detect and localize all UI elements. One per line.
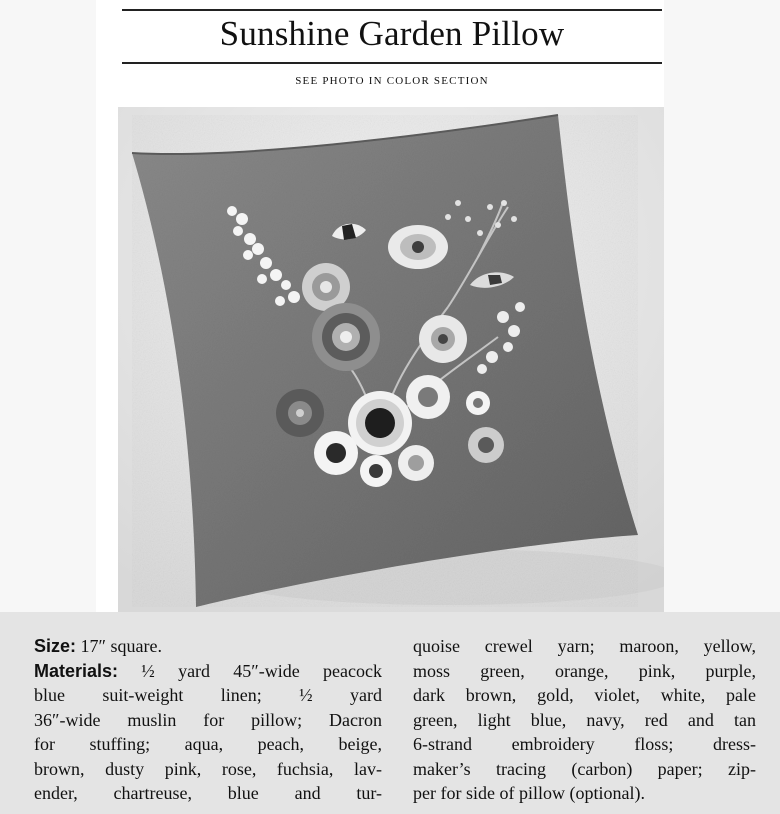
page-title: Sunshine Garden Pillow — [219, 14, 565, 53]
materials-line-13: per for side of pillow (optional). — [413, 783, 645, 803]
materials-line-5: brown, dusty pink, rose, fuchsia, lav- — [34, 758, 382, 779]
materials-line-2: blue suit-weight linen; ½ yard — [34, 685, 382, 705]
materials-line-8: moss green, orange, pink, purple, — [413, 660, 756, 681]
size-label: Size: — [34, 636, 77, 656]
materials-label: Materials: — [34, 660, 119, 681]
pillow — [132, 115, 638, 607]
materials-text: ½ yard 45″-wide peacock — [118, 660, 382, 681]
materials-line-4: for stuffing; aqua, peach, beige, — [34, 734, 382, 754]
caption-column-right — [413, 634, 756, 806]
photo-reference-note: SEE PHOTO IN COLOR SECTION — [295, 75, 489, 87]
title-rule-bottom — [122, 62, 662, 64]
materials-line-1 — [34, 659, 382, 684]
size-line — [34, 634, 382, 659]
size-value: 17″ square. — [76, 636, 162, 656]
materials-line-3: 36″-wide muslin for pillow; Dacron — [34, 709, 382, 730]
pillow-photo — [118, 107, 664, 612]
caption-column-left — [34, 634, 382, 806]
materials-line-12: maker’s tracing (carbon) paper; zip- — [413, 758, 756, 779]
materials-line-11: 6-strand embroidery floss; dress- — [413, 734, 756, 754]
materials-line-10: green, light blue, navy, red and tan — [413, 709, 756, 730]
materials-line-7: quoise crewel yarn; maroon, yellow, — [413, 636, 756, 656]
materials-line-6: ender, chartreuse, blue and tur- — [34, 783, 382, 803]
title-rule-top — [122, 9, 662, 11]
materials-line-9: dark brown, gold, violet, white, pale — [413, 685, 756, 705]
